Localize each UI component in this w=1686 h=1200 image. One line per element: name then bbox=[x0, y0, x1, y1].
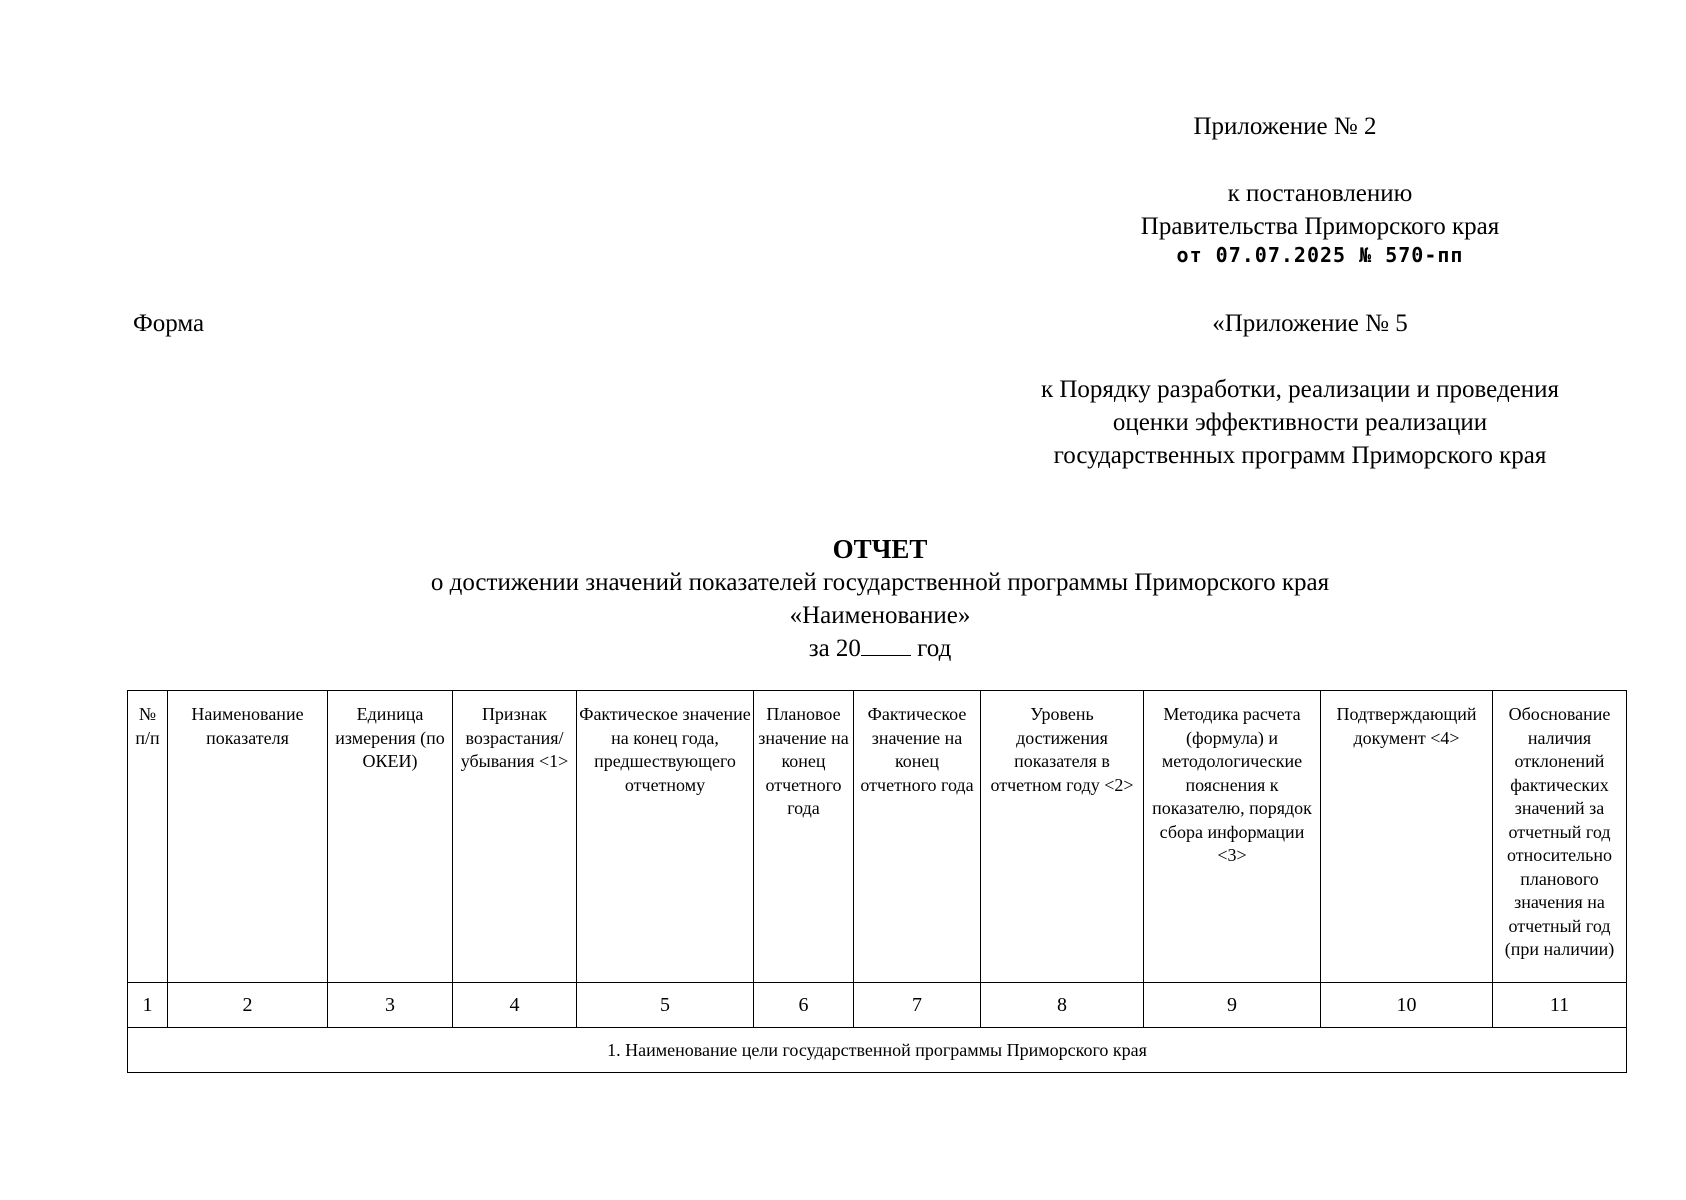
decree-reference bbox=[1040, 177, 1600, 267]
report-title-block bbox=[0, 533, 1686, 665]
appendix-number: Приложение № 2 bbox=[1193, 113, 1377, 140]
inner-appendix-number: «Приложение № 5 bbox=[1212, 310, 1408, 337]
inner-appendix-text bbox=[950, 373, 1650, 472]
period-suffix: год bbox=[917, 635, 952, 662]
column-header: Подтверждающий документ <4> bbox=[1321, 691, 1493, 983]
column-number: 3 bbox=[328, 983, 453, 1028]
column-header: Единица измерения (по ОКЕИ) bbox=[328, 691, 453, 983]
appendix-header bbox=[1000, 110, 1620, 143]
column-number: 10 bbox=[1321, 983, 1493, 1028]
program-name: «Наименование» bbox=[789, 602, 971, 629]
decree-line-2: Правительства Приморского края bbox=[1140, 213, 1500, 240]
inner-appendix-line-1: к Порядку разработки, реализации и проведения bbox=[1040, 376, 1560, 403]
column-header: № п/п bbox=[128, 691, 168, 983]
column-header: Фактическое значение на конец года, предшествующего отчетному bbox=[577, 691, 754, 983]
decree-line-1: к постановлению bbox=[1227, 180, 1413, 207]
column-header: Плановое значение на конец отчетного года bbox=[754, 691, 854, 983]
decree-date: от 07.07.2025 № 570-пп bbox=[1176, 243, 1464, 267]
column-header: Фактическое значение на конец отчетного года bbox=[854, 691, 981, 983]
column-number: 9 bbox=[1144, 983, 1321, 1028]
inner-appendix-line-3: государственных программ Приморского края bbox=[1053, 442, 1547, 469]
column-number-row bbox=[128, 983, 1627, 1028]
column-header: Методика расчета (формула) и методологические пояснения к показателю, порядок сбора информации <3> bbox=[1144, 691, 1321, 983]
year-blank-line bbox=[861, 633, 911, 656]
form-label: Форма bbox=[133, 310, 205, 337]
column-number: 6 bbox=[754, 983, 854, 1028]
column-header: Признак возрастания/ убывания <1> bbox=[453, 691, 577, 983]
inner-appendix-line-2: оценки эффективности реализации bbox=[1112, 409, 1488, 436]
column-header: Обоснование наличия отклонений фактических значений за отчетный год относительно планового значения на отчетный год (при наличии) bbox=[1493, 691, 1627, 983]
report-title: ОТЧЕТ bbox=[832, 534, 928, 564]
column-header: Уровень достижения показателя в отчетном году <2> bbox=[981, 691, 1144, 983]
goal-row bbox=[128, 1028, 1627, 1073]
report-table bbox=[127, 690, 1627, 1073]
column-number: 4 bbox=[453, 983, 577, 1028]
column-number: 5 bbox=[577, 983, 754, 1028]
column-number: 2 bbox=[168, 983, 328, 1028]
period-prefix: за 20 bbox=[808, 635, 861, 662]
column-header: Наименование показателя bbox=[168, 691, 328, 983]
goal-row-text: 1. Наименование цели государственной программы Приморского края bbox=[128, 1028, 1627, 1073]
column-number: 8 bbox=[981, 983, 1144, 1028]
column-number: 11 bbox=[1493, 983, 1627, 1028]
column-number: 7 bbox=[854, 983, 981, 1028]
table-header-row bbox=[128, 691, 1627, 983]
report-subtitle: о достижении значений показателей государственной программы Приморского края bbox=[430, 569, 1330, 596]
report-period bbox=[0, 632, 1686, 665]
column-number: 1 bbox=[128, 983, 168, 1028]
